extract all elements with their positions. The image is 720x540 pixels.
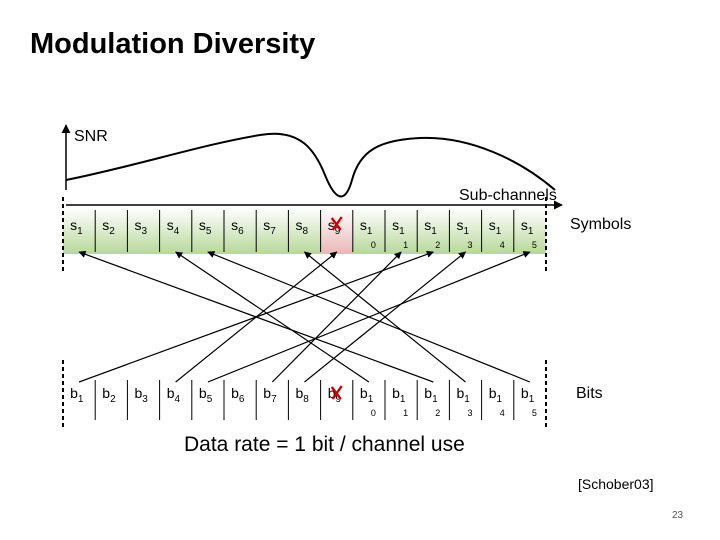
bit-subscript-digit: 2 bbox=[435, 408, 441, 418]
symbols-label: Symbols bbox=[570, 216, 632, 233]
bit-label: $b_9$ bbox=[327, 385, 342, 405]
slide-title: Modulation Diversity bbox=[30, 28, 316, 60]
bit-label: $b_3$ bbox=[134, 385, 148, 405]
symbol-label: $s_1$ bbox=[520, 217, 534, 237]
bit-label: $b_6$ bbox=[231, 385, 245, 405]
bit-label: $b_5$ bbox=[198, 385, 213, 405]
symbol-subscript-digit: 1 bbox=[403, 240, 409, 250]
bit-subscript-digit: 4 bbox=[499, 408, 505, 418]
bit-labels bbox=[70, 385, 537, 418]
symbol-label: $s_9$ bbox=[327, 217, 341, 237]
symbol-label: $s_1$ bbox=[456, 217, 470, 237]
symbol-label: $s_1$ bbox=[70, 217, 83, 237]
bit-label: $b_1$ bbox=[488, 385, 503, 405]
citation: [Schober03] bbox=[578, 476, 654, 492]
symbol-label: $s_1$ bbox=[424, 217, 437, 237]
symbol-subscript-digit: 4 bbox=[499, 240, 505, 250]
symbol-label: $s_1$ bbox=[392, 217, 405, 237]
symbol-label: $s_5$ bbox=[198, 217, 212, 237]
bit-label: $b_1$ bbox=[456, 385, 470, 405]
bit-label: $b_2$ bbox=[102, 385, 116, 405]
bit-subscript-digit: 3 bbox=[467, 408, 473, 418]
subchannels-axis-label: Sub-channels bbox=[459, 187, 557, 204]
interleaver-links bbox=[79, 252, 530, 382]
symbol-label: $s_8$ bbox=[295, 217, 309, 237]
bit-label: $b_1$ bbox=[520, 385, 535, 405]
snr-axis-label: SNR bbox=[74, 128, 108, 145]
interleaver-link bbox=[176, 252, 369, 382]
bit-label: $b_7$ bbox=[263, 385, 277, 405]
symbol-label: $s_1$ bbox=[488, 217, 502, 237]
bit-label: $b_8$ bbox=[295, 385, 309, 405]
symbol-label: $s_7$ bbox=[263, 217, 276, 237]
bit-label: $b_1$ bbox=[392, 385, 406, 405]
bit-label: $b_1$ bbox=[359, 385, 374, 405]
symbol-label: $s_1$ bbox=[359, 217, 373, 237]
bit-subscript-digit: 1 bbox=[403, 408, 409, 418]
symbol-subscript-digit: 0 bbox=[370, 240, 376, 250]
bit-label: $b_1$ bbox=[70, 385, 84, 405]
symbol-subscript-digit: 5 bbox=[531, 240, 537, 250]
symbol-label: $s_2$ bbox=[102, 217, 115, 237]
bit-label: $b_4$ bbox=[166, 385, 181, 405]
bit-subscript-digit: 0 bbox=[370, 408, 376, 418]
data-rate-text: Data rate = 1 bit / channel use bbox=[184, 433, 465, 456]
symbol-label: $s_6$ bbox=[231, 217, 244, 237]
page-number: 23 bbox=[672, 510, 684, 521]
symbol-subscript-digit: 2 bbox=[435, 240, 441, 250]
bit-label: $b_1$ bbox=[424, 385, 438, 405]
symbol-label: $s_3$ bbox=[134, 217, 148, 237]
symbol-label: $s_4$ bbox=[166, 217, 180, 237]
bit-subscript-digit: 5 bbox=[531, 408, 537, 418]
bits-label: Bits bbox=[576, 385, 603, 402]
symbol-subscript-digit: 3 bbox=[467, 240, 473, 250]
